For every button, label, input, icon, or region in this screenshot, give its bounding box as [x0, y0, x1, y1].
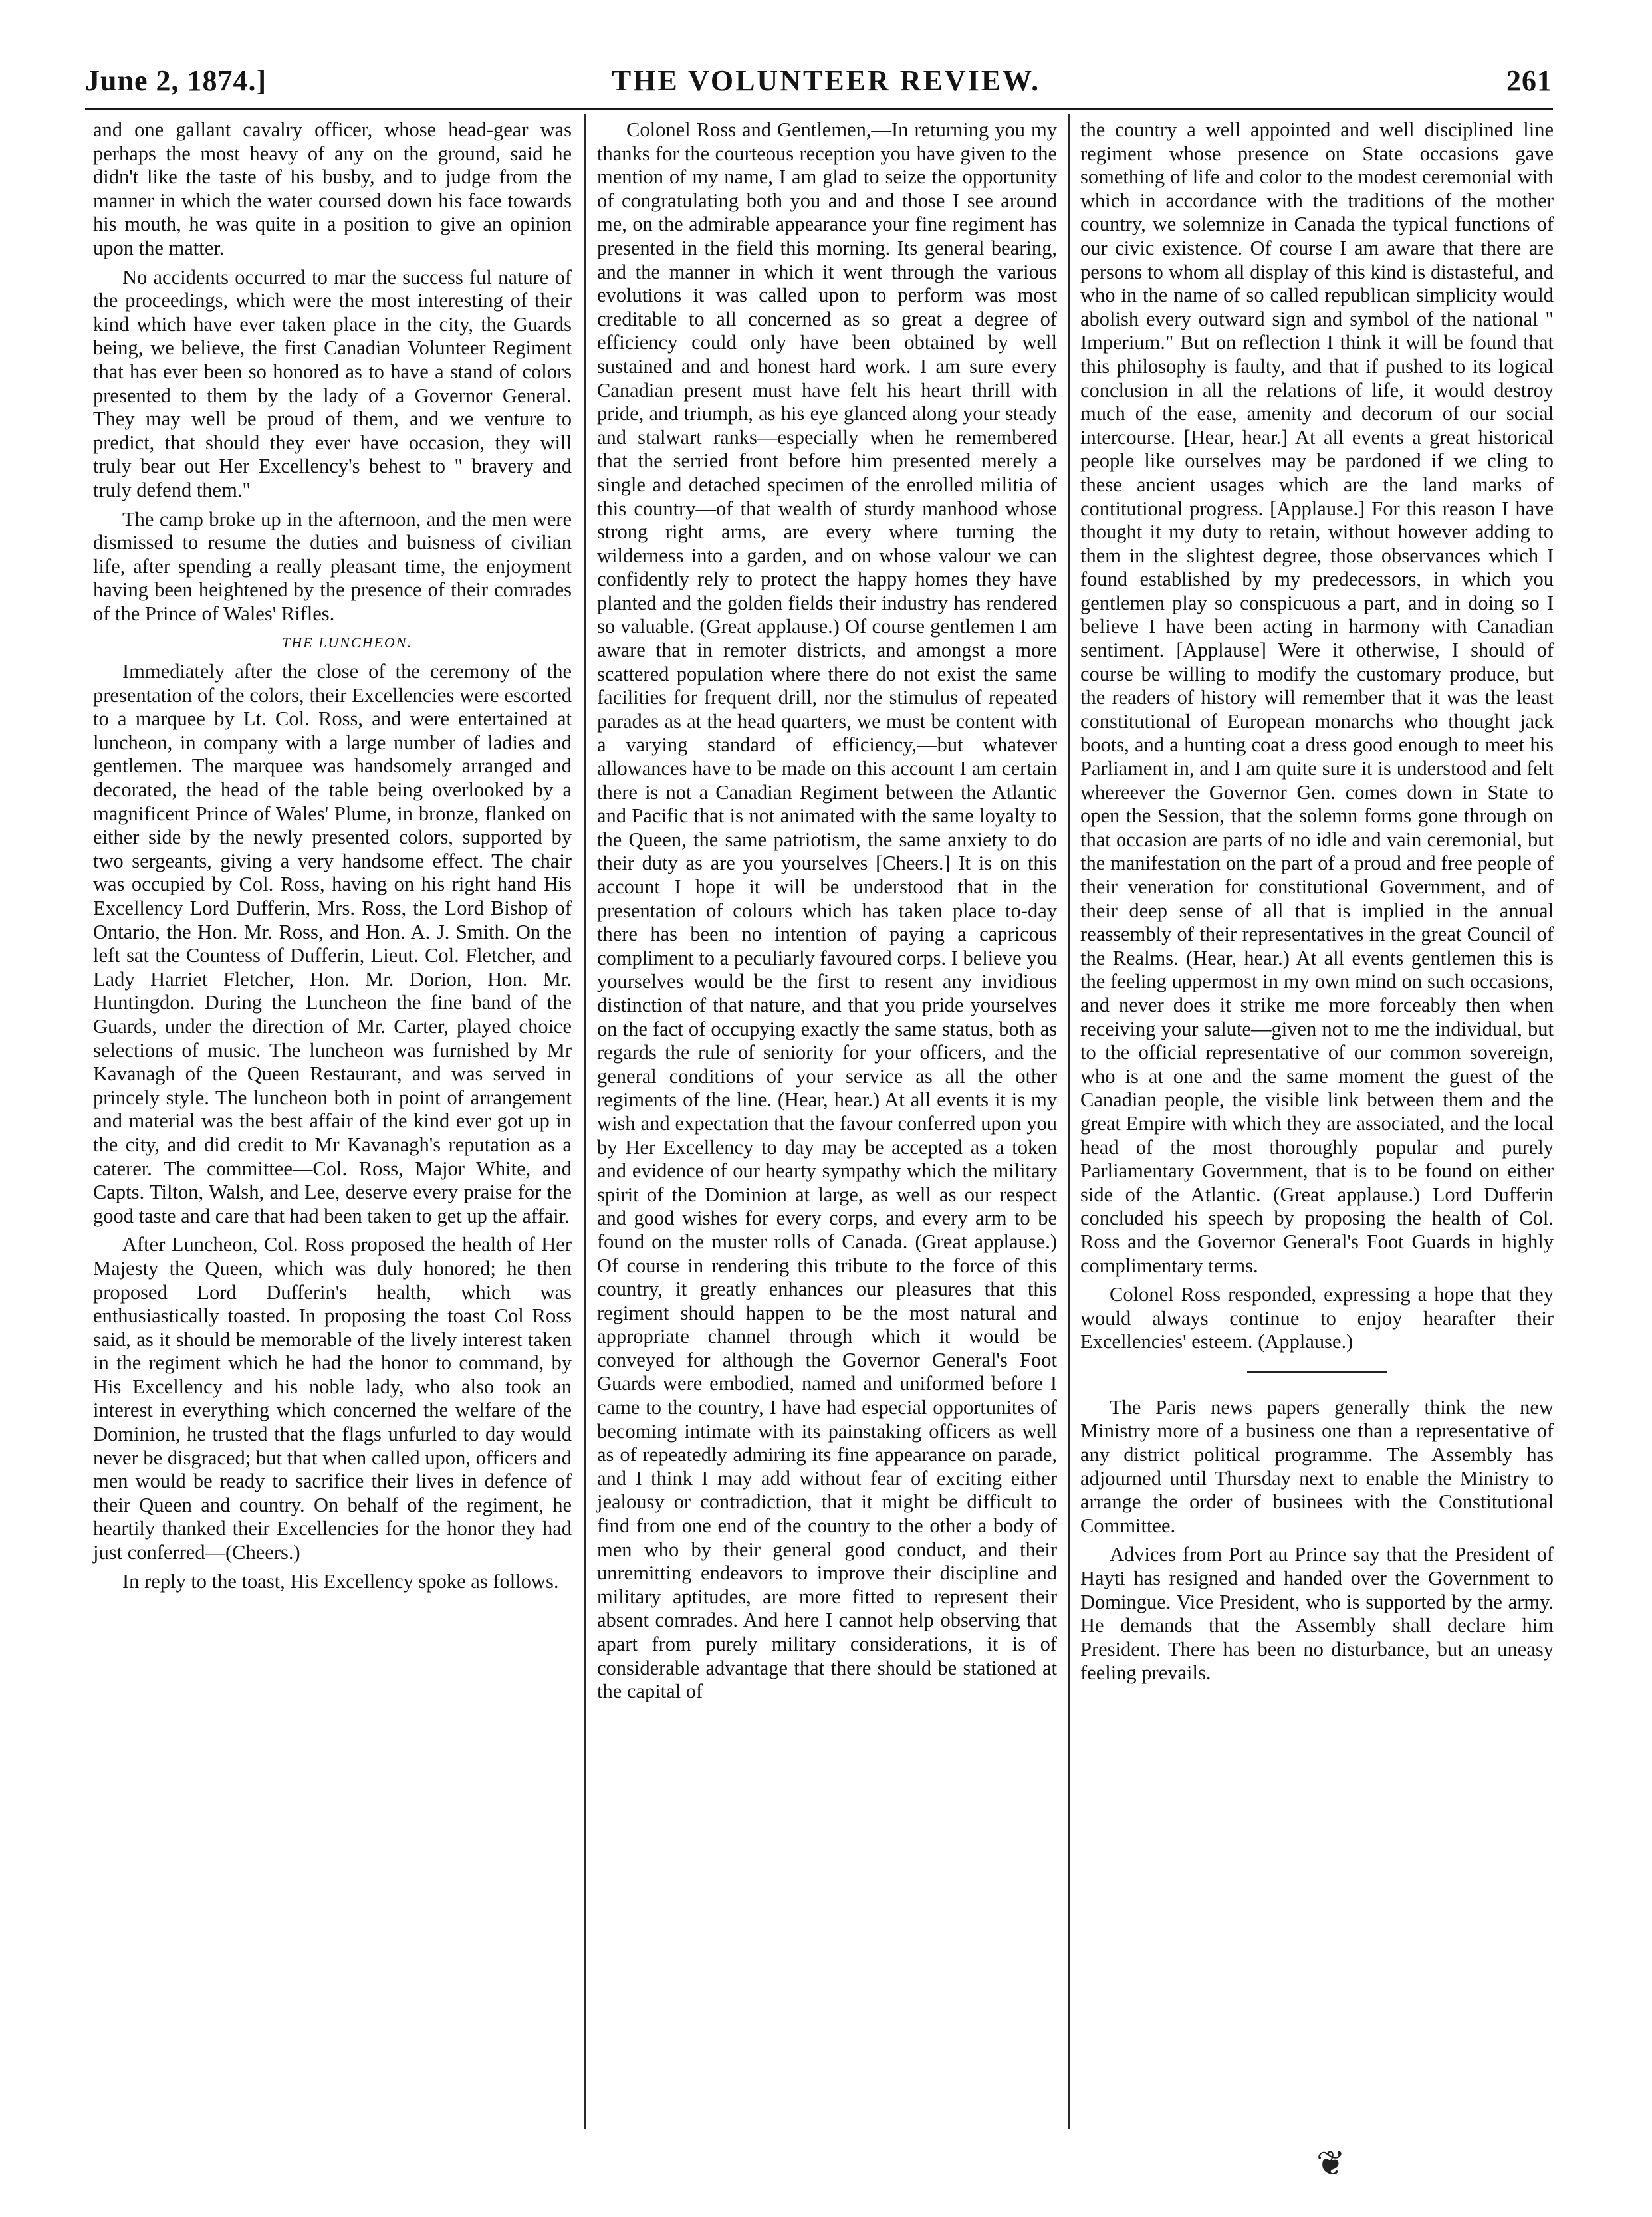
column-1 [93, 118, 572, 1599]
issue-date: June 2, 1874.] [85, 64, 267, 97]
paragraph: Colonel Ross responded, expressing a hope that they would always continue to enjoy hearafter their Excellencies' esteem. (Applause.) [1080, 1283, 1554, 1353]
paragraph: No accidents occurred to mar the success ful nature of the proceedings, which were the most interesting of their kind which have ever taken place in the city, the Guards being, we believe, the first Canadian Volunteer Regiment that has ever been so honored as to have a stand of colors presented to them by the lady of a Governor General. They may well be proud of them, and we venture to predict, that should they ever have occasion, they will truly bear out Her Excellency's behest to " bravery and truly defend them." [93, 265, 572, 501]
page-number: 261 [1506, 64, 1552, 97]
column-2 [597, 118, 1057, 1709]
paragraph: The Paris news papers generally think the new Ministry more of a business one than a representative of any district political programme. The Assembly has adjourned until Thursday next to enable the Ministry to arrange the order of businees with the Constitutional Committee. [1080, 1395, 1554, 1537]
paragraph: and one gallant cavalry officer, whose head-gear was perhaps the most heavy of any on the ground, said he didn't like the taste of his busby, and to judge from the manner in which the water coursed down his face towards his mouth, he was quite in a position to give an opinion upon the matter. [93, 118, 572, 259]
paragraph: In reply to the toast, His Excellency spoke as follows. [122, 1570, 559, 1593]
column-divider [1068, 114, 1070, 2129]
paragraph: the country a well appointed and well disciplined line regiment whose presence on State occasions gave something of life and color to the modest ceremonial with which in accordance with the traditions of the mother country, we solemnize in Canada the typical functions of our civic existence. Of course I am aware that there are persons to whom all display of this kind is distasteful, and who in the name of so called republican simplicity would abolish every outward sign and symbol of the national " Imperium." But on reflection I think it will be found that this philosophy is faulty, and that if pushed to its logical conclusion in all the relations of life, it would destroy much of the ease, amenity and decorum of our social intercourse. [Hear, hear.] At all events a great historical people like ourselves may be pardoned if we cling to these ancient usages which are the land marks of contitutional progress. [Applause.] For this reason I have thought it my duty to retain, without however adding to them in the slightest degree, those observances which I found established by my predecessors, in which you gentlemen play so conspicuous a part, and in doing so I believe I have been acting in harmony with Canadian sentiment. [Applause] Were it otherwise, I should of course be willing to modify the customary produce, but the readers of history will remember that it was the least constitutional of European monarchs who thought jack boots, and a hunting coat a dress good enough to meet his Parliament in, and I am quite sure it is understood and felt whereever the Governor Gen. comes down in State to open the Session, that the solemn forms gone through on that occasion are parts of no idle and vain ceremonial, but the manifestation on the part of a proud and free people of their veneration for constitutional Government, and of their deep sense of all that is implied in the annual reassembly of their representatives in the great Council of the Realms. (Hear, hear.) At all events gentlemen this is the feeling uppermost in my own mind on such occasions, and never does it strike me more forceably then when receiving your salute—given not to me the individual, but to the official representative of our common sovereign, who is at one and the same moment the guest of the Canadian people, the visible link between them and the great Empire with which they are associated, and the local head of the most thoroughly popular and purely Parliamentary Government, that is to be found on either side of the Atlantic. (Great applause.) Lord Dufferin concluded his speech by proposing the health of Col. Ross and the Governor General's Foot Guards in highly complimentary terms. [1080, 118, 1554, 1277]
paragraph: Immediately after the close of the ceremony of the presentation of the colors, their Excellencies were escorted to a marquee by Lt. Col. Ross, and were entertained at luncheon, in company with a large number of ladies and gentlemen. The marquee was handsomely arranged and decorated, the head of the table being overlooked by a magnificent Prince of Wales' Plume, in bronze, flanked on either side by the newly presented colors, supported by two sergeants, giving a very handsome effect. The chair was occupied by Col. Ross, having on his right hand His Excellency Lord Dufferin, Mrs. Ross, the Lord Bishop of Ontario, the Hon. Mr. Ross, and Hon. A. J. Smith. On the left sat the Countess of Dufferin, Lieut. Col. Fletcher, and Lady Harriet Fletcher, Hon. Mr. Dorion, Hon. Mr. Huntingdon. During the Luncheon the fine band of the Guards, under the direction of Mr. Carter, played choice selections of music. The luncheon was furnished by Mr Kavanagh of the Queen Restaurant, and was served in princely style. The luncheon both in point of arrangement and material was the best affair of the kind ever got up in the city, and did credit to Mr Kavanagh's reputation as a caterer. The committee—Col. Ross, Major White, and Capts. Tilton, Walsh, and Lee, deserve every praise for the good taste and care that had been taken to get up the affair. [93, 660, 572, 1227]
article-separator [1247, 1371, 1387, 1373]
fleuron-ornament-icon: ❦ [1316, 2144, 1346, 2184]
section-subheading: THE LUNCHEON. [282, 634, 412, 651]
paragraph: The camp broke up in the afternoon, and the men were dismissed to resume the duties and buisness of civilian life, after spending a really pleasant time, the enjoyment having been heightened by the presence of their comrades of the Prince of Wales' Rifles. [93, 507, 572, 625]
column-divider [584, 114, 586, 2129]
paragraph: Colonel Ross and Gentlemen,—In returning you my thanks for the courteous reception you have given to the mention of my name, I am glad to seize the opportunity of congratulating both you and and those I see around me, on the admirable appearance your fine regiment has presented in the field this morning. Its general bearing, and the manner in which it went through the various evolutions it was called upon to perform was most creditable to all concerned as so great a degree of efficiency could only have been obtained by well sustained and and honest hard work. I am sure every Canadian present must have felt his heart thrill with pride, and triumph, as his eye glanced along your steady and stalwart ranks—especially when he remembered that the serried front before him presented merely a single and detached specimen of the enrolled militia of this country—of that wealth of sturdy manhood whose strong right arms, are every where turning the wilderness into a garden, and on whose valour we can confidently rely to protect the happy homes they have planted and the golden fields their industry has rendered so valuable. (Great applause.) Of course gentlemen I am aware that in remoter districts, and amongst a more scattered population where there do not exist the same facilities for frequent drill, nor the stimulus of repeated parades as at the head quarters, we must be content with a varying standard of efficiency,—but whatever allowances have to be made on this account I am certain there is not a Canadian Regiment between the Atlantic and Pacific that is not animated with the same loyalty to the Queen, the same patriotism, the same anxiety to do their duty as are you yourselves [Cheers.] It is on this account I hope it will be understood that in the presentation of colours which has taken place to-day there has been no intention of paying a capricous compliment to a peculiarly favoured corps. I believe you yourselves would be the first to resent any invidious distinction of that nature, and that you pride yourselves on the fact of occupying exactly the same status, both as regards the rule of seniority for your officers, and the general conditions of your service as all the other regiments of the line. (Hear, hear.) At all events it is my wish and expectation that the favour conferred upon you by Her Excellency to day may be accepted as a token and evidence of our hearty sympathy which the military spirit of the Dominion at large, as well as our respect and good wishes for every corps, and every arm to be found on the muster rolls of Canada. (Great applause.) Of course in rendering this tribute to the force of this country, it greatly enhances our pleasures that this regiment should happen to be the most natural and appropriate channel through which it would be conveyed for although the Governor General's Foot Guards were embodied, named and uniformed before I came to the country, I have had especial opportunites of becoming intimate with its painstaking officers as well as of repeatedly admiring its fine appearance on parade, and I think I may add without fear of exciting either jealousy or contradiction, that it might be difficult to find from one end of the country to the other a body of men who by their general good conduct, and their unremitting endeavors to improve their discipline and military aptitudes, are more fitted to represent their absent comrades. And here I cannot help observing that apart from purely military considerations, it is of considerable advantage that there should be stationed at the capital of [597, 118, 1057, 1703]
paragraph: Advices from Port au Prince say that the President of Hayti has resigned and handed over the Government to Domingue. Vice President, who is supported by the army. He demands that the Assembly shall declare him President. There has been no disturbance, but an uneasy feeling prevails. [1080, 1543, 1554, 1685]
header-rule [85, 108, 1553, 110]
masthead-title: THE VOLUNTEER REVIEW. [611, 64, 1041, 97]
paragraph: After Luncheon, Col. Ross proposed the health of Her Majesty the Queen, which was duly honored; he then proposed Lord Dufferin's health, which was enthusiastically toasted. In proposing the toast Col Ross said, as it should be memorable of the lively interest taken in the regiment which he had the honor to command, by His Excellency and his noble lady, who also took an interest in everything which concerned the welfare of the Dominion, he trusted that the flags unfurled to day would never be disgraced; but that when called upon, officers and men would be ready to sacrifice their lives in defence of their Queen and country. On behalf of the regiment, he heartily thanked their Excellencies for the honor they had just conferred—(Cheers.) [93, 1233, 572, 1564]
column-3 [1080, 118, 1554, 1691]
